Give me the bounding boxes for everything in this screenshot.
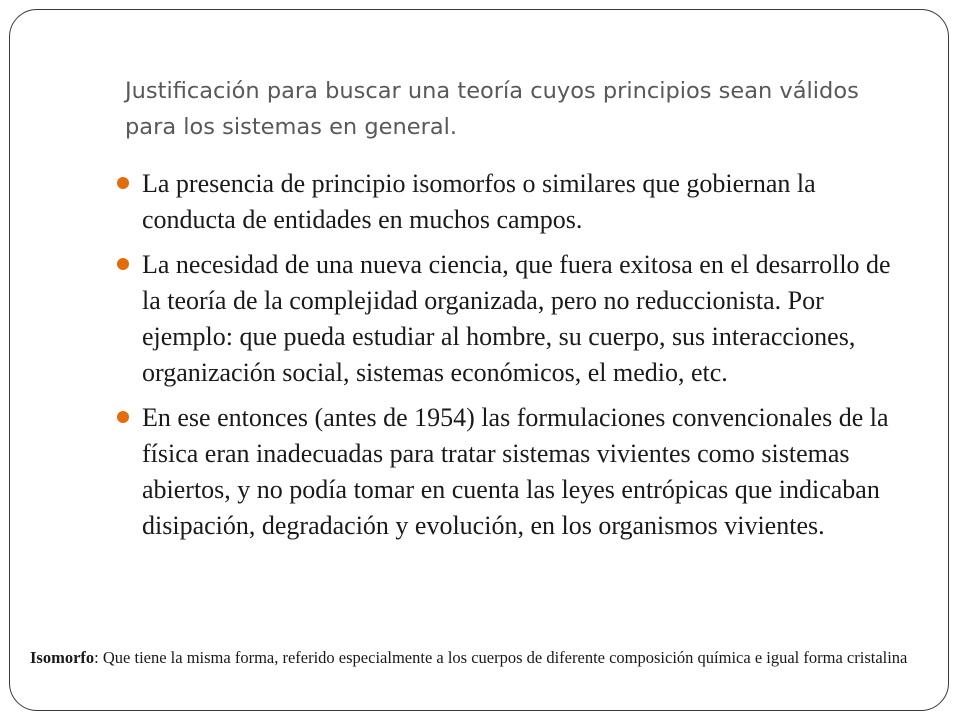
- slide-frame: [9, 9, 949, 711]
- bullet-text: La necesidad de una nueva ciencia, que fuera exitosa en el desarrollo de la teoría de la complejidad organizada, pero no reduccionista. Por ejemplo: que pueda estudiar al hombre, su cuerpo, sus interacciones, organización social, sistemas económicos, el medio, etc.: [142, 250, 891, 387]
- bullet-item: [110, 247, 910, 391]
- footnote: [30, 646, 930, 670]
- slide-title: Justificación para buscar una teoría cuyos principios sean válidos para los sistemas en general.: [125, 78, 859, 140]
- bullet-list: [110, 166, 910, 553]
- footnote-definition: : Que tiene la misma forma, referido especialmente a los cuerpos de diferente composición química e igual forma cristalina: [94, 648, 908, 667]
- bullet-dot-icon: [117, 411, 129, 423]
- bullet-text: En ese entonces (antes de 1954) las formulaciones convencionales de la física eran inadecuadas para tratar sistemas vivientes como sistemas abiertos, y no podía tomar en cuenta las leyes entrópicas que indicaban disipación, degradación y evolución, en los organismos vivientes.: [142, 403, 889, 540]
- bullet-item: [110, 400, 910, 544]
- footnote-term: Isomorfo: [30, 648, 95, 667]
- bullet-item: [110, 166, 910, 238]
- bullet-text: La presencia de principio isomorfos o similares que gobiernan la conducta de entidades en muchos campos.: [142, 169, 816, 234]
- bullet-dot-icon: [117, 258, 129, 270]
- bullet-dot-icon: [117, 177, 129, 189]
